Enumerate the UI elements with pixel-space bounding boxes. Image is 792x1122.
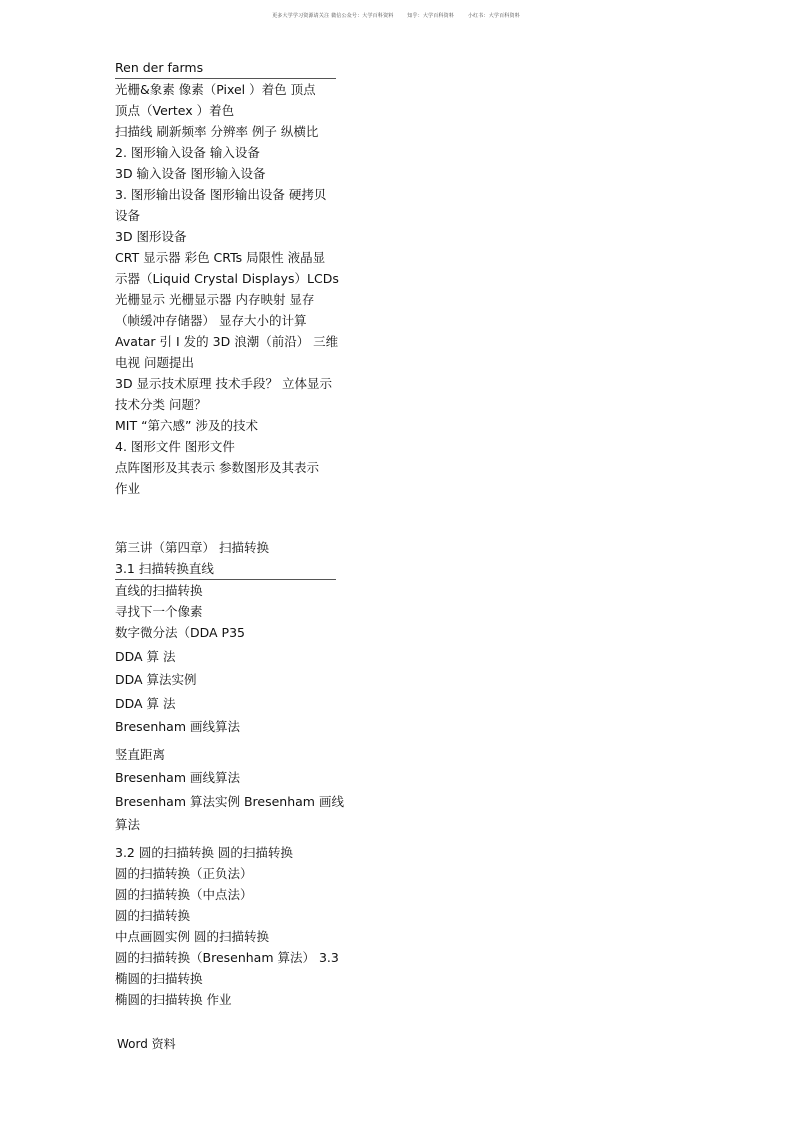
footer-label: Word 资料 xyxy=(117,1037,176,1051)
text-line: 光栅&象素 像素（Pixel ）着色 顶点 xyxy=(115,82,316,97)
section-2-title: 第三讲（第四章） 扫描转换 xyxy=(115,540,269,555)
text-line: 算法 xyxy=(115,817,141,832)
text-line: 电视 问题提出 xyxy=(115,355,194,370)
text-line: 3D 图形设备 xyxy=(115,229,187,244)
section-2-lines-c xyxy=(115,744,344,838)
text-line: Bresenham 画线算法 xyxy=(115,719,240,734)
text-line: 示器（Liquid Crystal Displays）LCDs xyxy=(115,271,339,286)
text-line: 扫描线 刷新频率 分辨率 例子 纵横比 xyxy=(115,124,319,139)
text-line: 3D 输入设备 图形输入设备 xyxy=(115,166,266,181)
section-2-lines-d xyxy=(115,842,340,1010)
text-line: 圆的扫描转换（正负法） xyxy=(115,865,253,881)
text-line: 圆的扫描转换 xyxy=(115,907,191,923)
text-line: DDA 算 法 xyxy=(115,695,176,711)
section-1-title: Ren der farms xyxy=(115,57,336,79)
text-line: 顶点（Vertex ）着色 xyxy=(115,103,235,118)
text-line: Bresenham 算法实例 Bresenham 画线 xyxy=(115,793,344,809)
text-line: 中点画圆实例 圆的扫描转换 xyxy=(115,928,269,944)
section-1 xyxy=(115,57,340,499)
section-2-lines-a xyxy=(115,580,340,622)
text-line: 设备 xyxy=(115,208,141,223)
text-line: 3.2 圆的扫描转换 圆的扫描转换 xyxy=(115,844,293,860)
text-line: 圆的扫描转换（中点法） xyxy=(115,886,253,902)
text-line: 竖直距离 xyxy=(115,746,166,762)
text-line: 作业 xyxy=(115,481,141,496)
header-wechat: 更多大学学习资源请关注 微信公众号：大学百科资料 xyxy=(272,13,394,19)
text-line: 直线的扫描转换 xyxy=(115,583,203,598)
text-line: CRT 显示器 彩色 CRTs 局限性 液晶显 xyxy=(115,250,326,265)
text-line: 点阵图形及其表示 参数图形及其表示 xyxy=(115,460,319,475)
text-line: 寻找下一个像素 xyxy=(115,604,203,619)
section-2-subtitle: 3.1 扫描转换直线 xyxy=(115,558,336,580)
text-line: 椭圆的扫描转换 作业 xyxy=(115,991,232,1007)
text-line: 2. 图形输入设备 输入设备 xyxy=(115,145,260,160)
text-line: Bresenham 画线算法 xyxy=(115,770,240,785)
text-line: MIT “第六感” 涉及的技术 xyxy=(115,418,259,433)
text-line: 圆的扫描转换（Bresenham 算法） 3.3 xyxy=(115,949,339,965)
text-line: 椭圆的扫描转换 xyxy=(115,970,203,986)
text-line: Avatar 引 I 发的 3D 浪潮（前沿） 三维 xyxy=(115,334,339,349)
text-line: 3. 图形输出设备 图形输出设备 硬拷贝 xyxy=(115,187,327,202)
text-line: 数字微分法（DDA P35 xyxy=(115,625,245,640)
text-line: （帧缓冲存储器） 显存大小的计算 xyxy=(115,313,307,328)
section-2-lines-b xyxy=(115,622,340,740)
header-xiaohongshu: 小红书：大学百科资料 xyxy=(467,13,520,19)
header-zhihu: 知乎：大学百科资料 xyxy=(407,13,455,19)
text-line: 3D 显示技术原理 技术手段？ 立体显示 xyxy=(115,376,332,391)
text-line: 技术分类 问题？ xyxy=(115,397,207,412)
section-2 xyxy=(115,537,344,1010)
text-line: 光栅显示 光栅显示器 内存映射 显存 xyxy=(115,292,315,307)
page-header xyxy=(0,12,792,19)
section-1-lines xyxy=(115,79,340,499)
text-line: DDA 算 法 xyxy=(115,648,176,664)
text-line: 4. 图形文件 图形文件 xyxy=(115,439,235,454)
text-line: DDA 算法实例 xyxy=(115,672,197,687)
